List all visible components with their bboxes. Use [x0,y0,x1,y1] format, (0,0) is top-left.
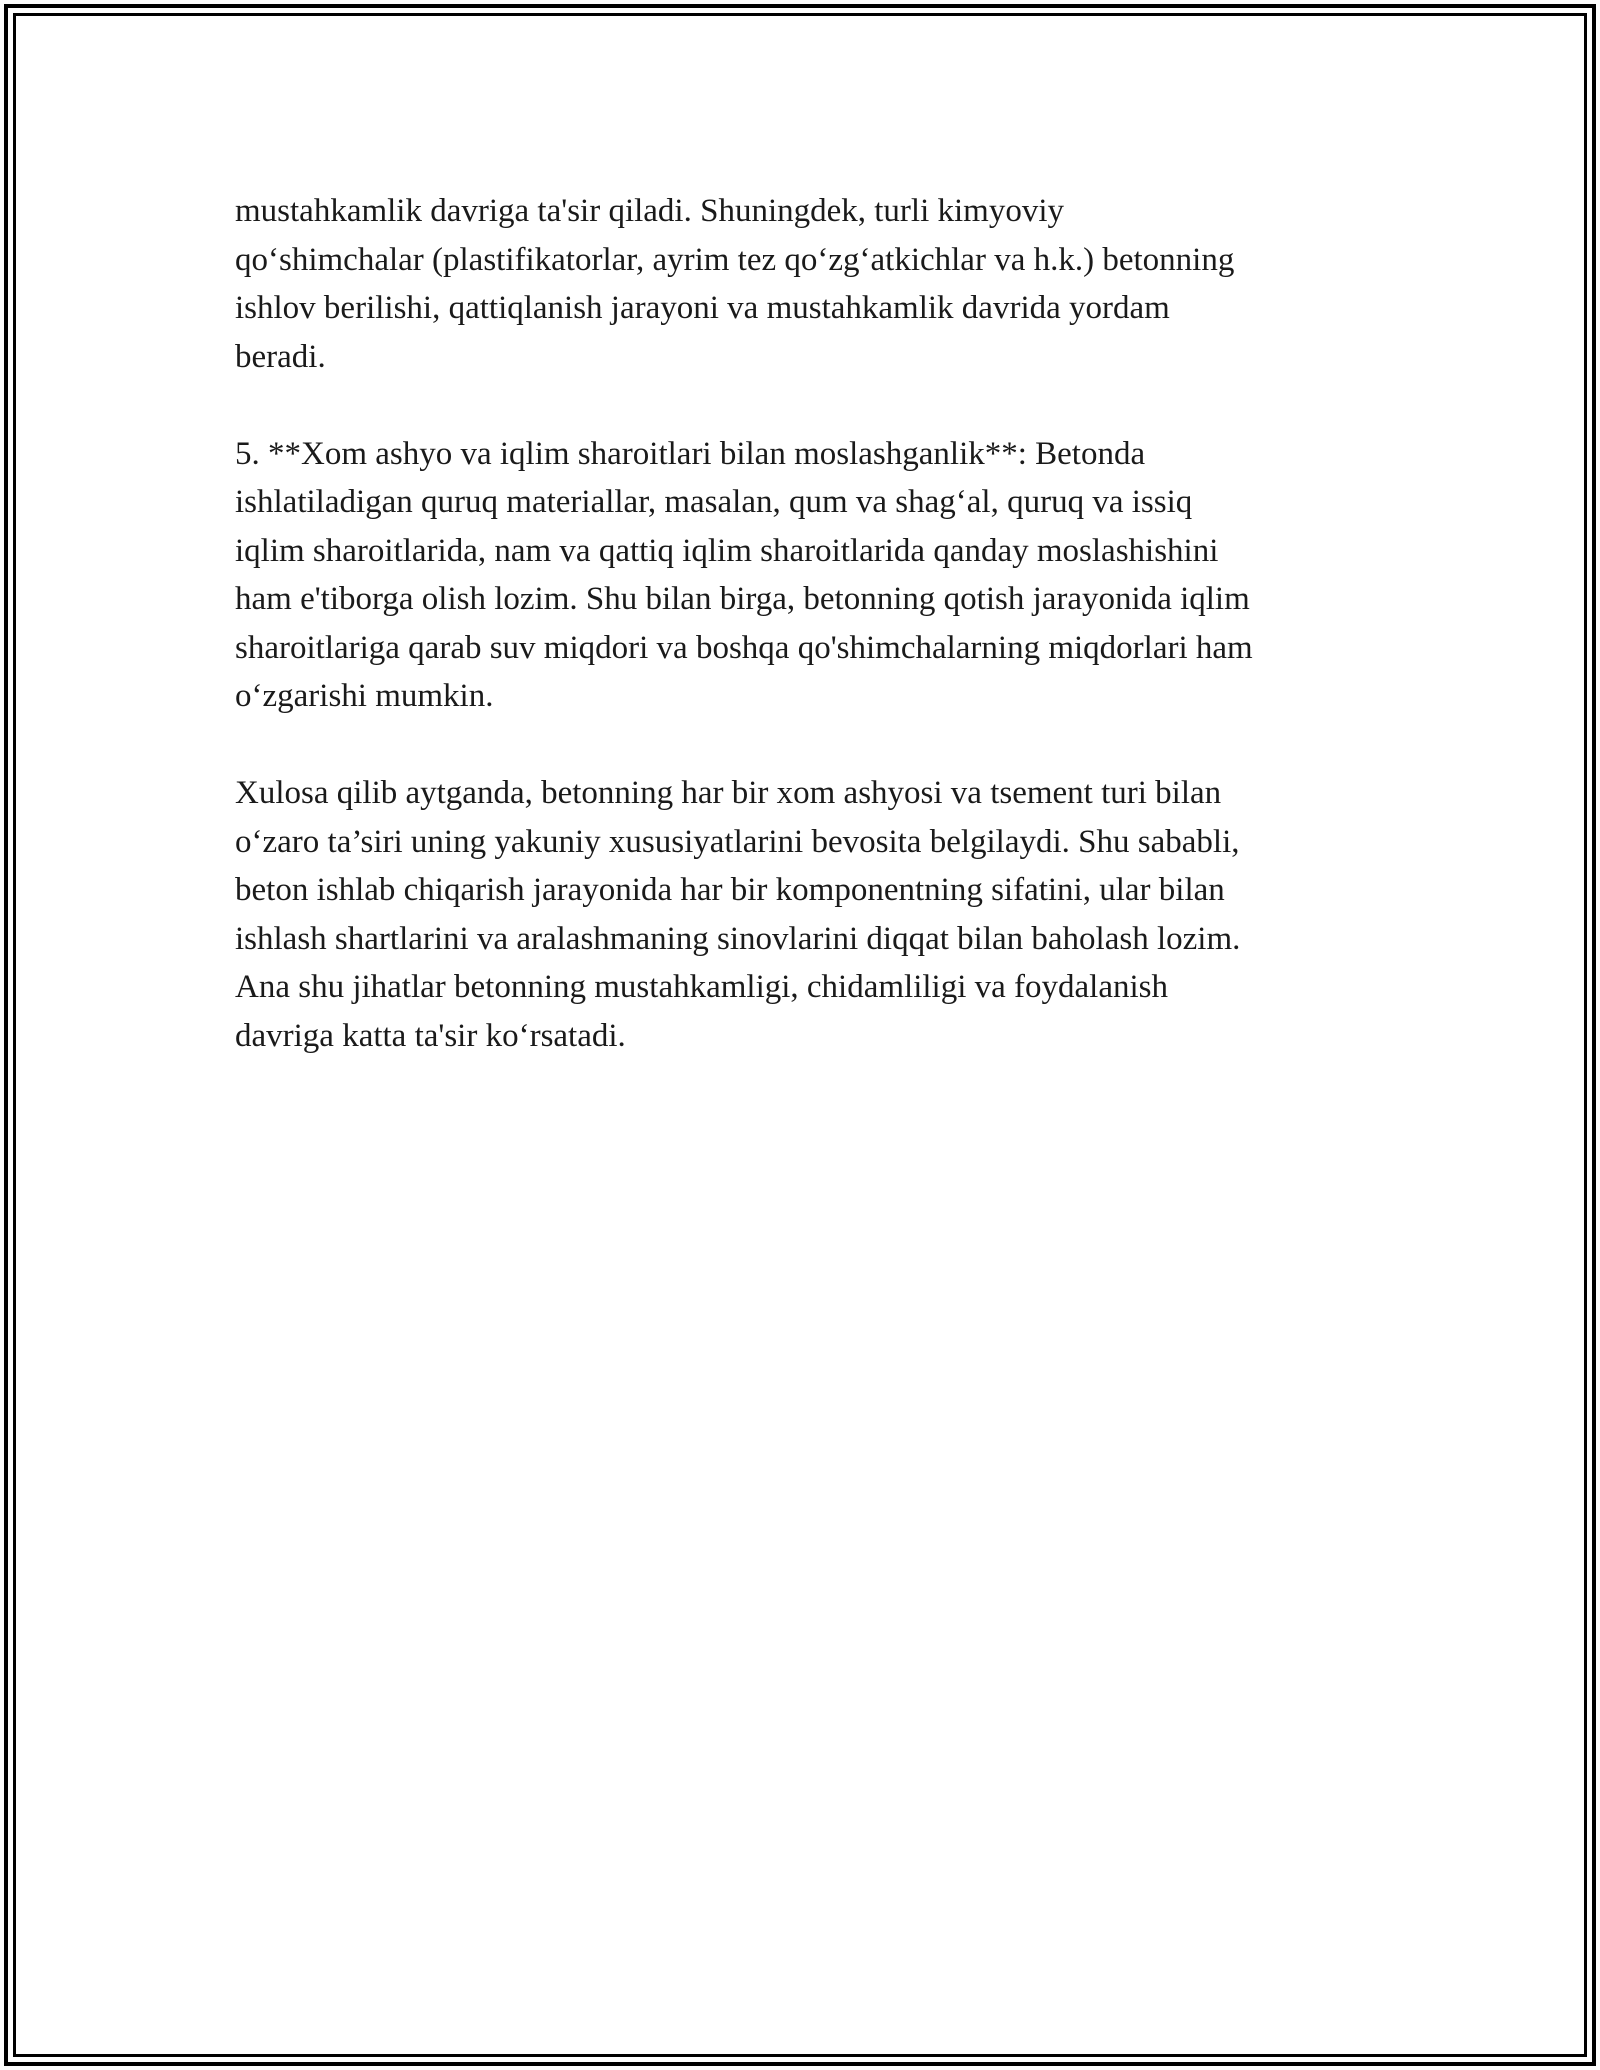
text-line: 5. **Xom ashyo va iqlim sharoitlari bilan moslashganlik**: Betonda [235,435,1146,472]
document-body [235,187,1395,1109]
paragraph-climate-adaptation [235,430,1395,721]
text-line: ham e'tiborga olish lozim. Shu bilan birga, betonning qotish jarayonida iqlim [235,581,1250,617]
text-line: Ana shu jihatlar betonning mustahkamligi, chidamliligi va foydalanish [235,969,1168,1005]
text-line: beradi. [235,338,326,375]
text-line: o‘zaro ta’siri uning yakuniy xususiyatlarini bevosita belgilaydi. Shu sababli, [235,823,1240,860]
text-line: ishlov berilishi, qattiqlanish jarayoni va mustahkamlik davrida yordam [235,290,1170,326]
paragraph-conclusion [235,769,1395,1060]
text-line: beton ishlab chiqarish jarayonida har bir komponentning sifatini, ular bilan [235,872,1225,908]
text-line: Xulosa qilib aytganda, betonning har bir xom ashyosi va tsement turi bilan [235,775,1222,811]
text-line: o‘zgarishi mumkin. [235,678,494,714]
text-line: sharoitlariga qarab suv miqdori va boshqa qo'shimchalarning miqdorlari ham [235,629,1253,666]
text-line: iqlim sharoitlarida, nam va qattiq iqlim sharoitlarida qanday moslashishini [235,532,1219,569]
text-line: ishlatiladigan quruq materiallar, masalan, qum va shag‘al, quruq va issiq [235,484,1193,520]
text-line: qo‘shimchalar (plastifikatorlar, ayrim tez qo‘zg‘atkichlar va h.k.) betonning [235,241,1235,278]
text-line: mustahkamlik davriga ta's‌ir qiladi. Shuningdek, turli kimyoviy [235,193,1065,229]
paragraph-additives [235,187,1395,381]
text-line: ishlash shartlarini va aralashmaning sinovlarini diqqat bilan baholash lozim. [235,920,1241,957]
text-line: davriga katta ta's‌ir ko‘rsatadi. [235,1017,626,1054]
